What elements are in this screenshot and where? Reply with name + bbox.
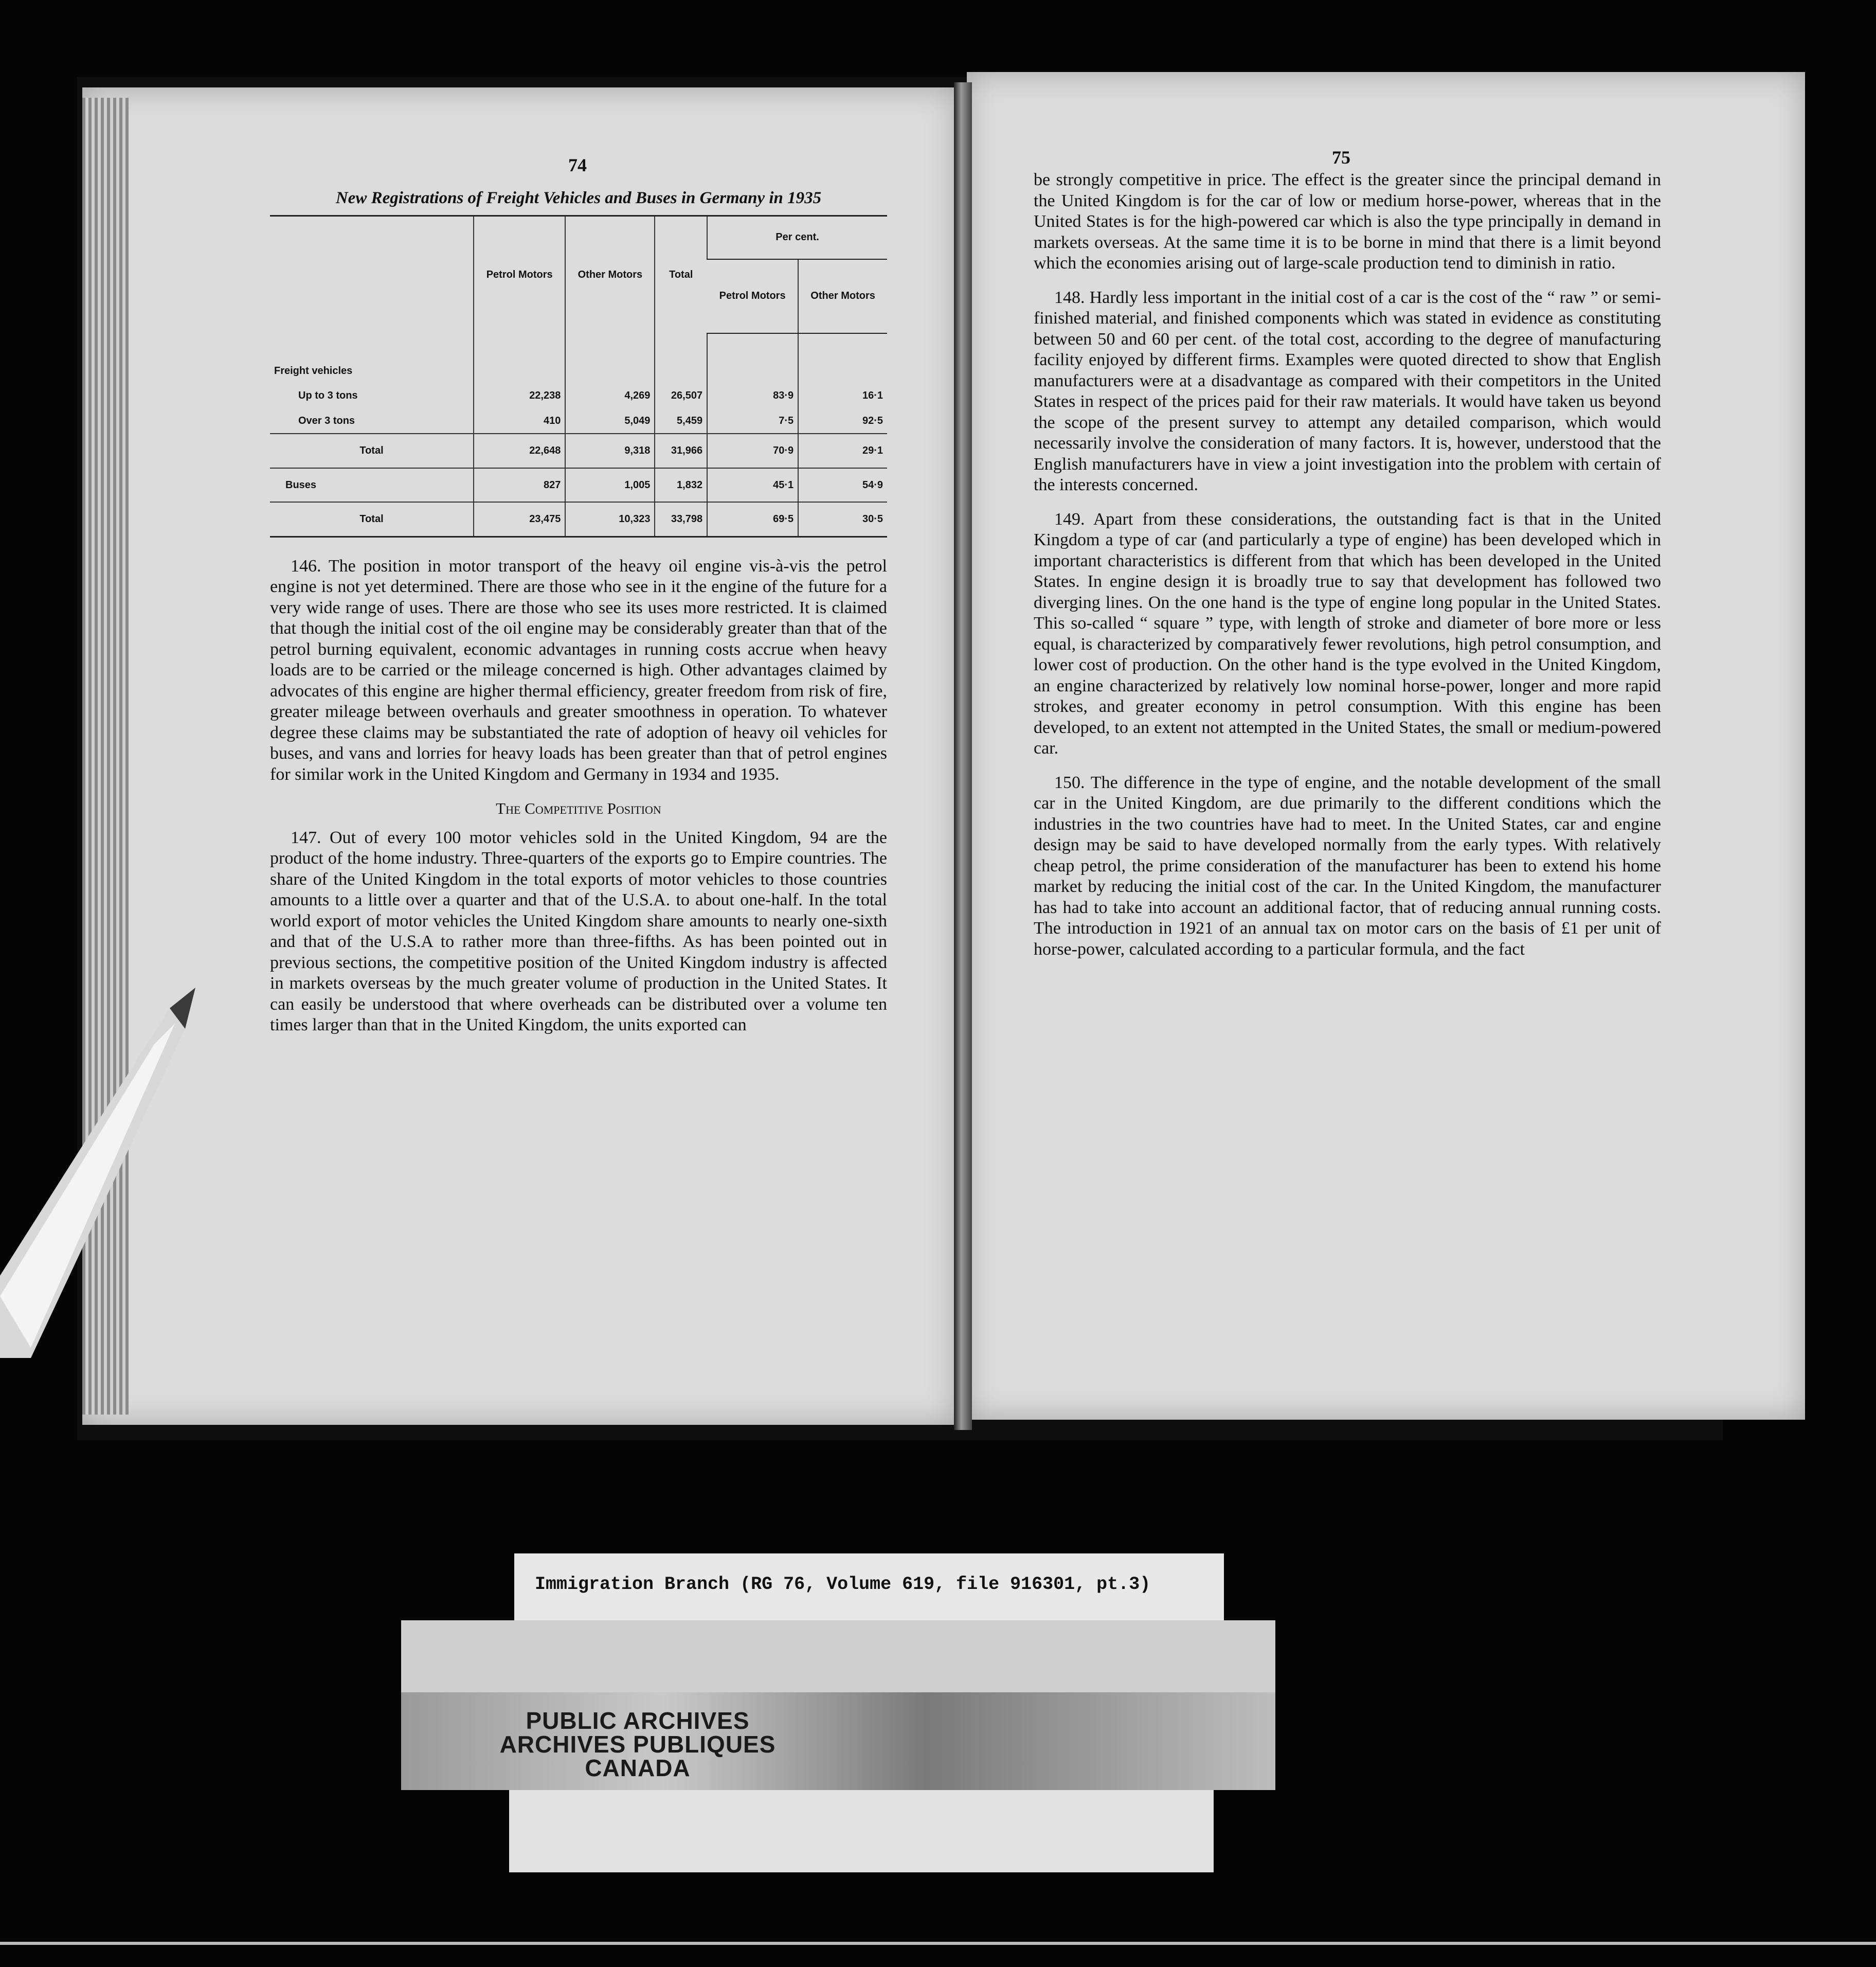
row-label: Buses (270, 468, 474, 503)
header-pc-petrol: Petrol Motors (707, 259, 798, 333)
paragraph-147: 147. Out of every 100 motor vehicles sold in the United Kingdom, 94 are the product of the home industry. Three-quarters of the exports go to Empire countries. The share of the United Kingdom in the total exports of motor vehicles to those countries amounts to a little over a quarter and that of the U.S.A. to about one-half. In the total world export of motor vehicles the United Kingdom share amounts to nearly one-sixth and that of the U.S.A to rather more than three-fifths. As has been pointed out in previous sections, the competitive position of the United Kingdom industry is affected in markets overseas by the much greater volume of production in the United States. It can easily be understood that where overheads can be distributed over a volume ten times larger than that in the United Kingdom, the units exported can (270, 828, 887, 1034)
header-other-motors: Other Motors (565, 216, 655, 333)
stamp-line-2: ARCHIVES PUBLIQUES (499, 1731, 776, 1758)
cell-other: 10,323 (565, 502, 655, 537)
section-heading: The Competitive Position (496, 799, 661, 817)
table-header-blank (270, 216, 474, 333)
registrations-table (270, 215, 887, 538)
cell-pc-petrol: 70·9 (707, 434, 798, 468)
left-page-content (270, 188, 887, 1049)
cell-pc-petrol: 69·5 (707, 502, 798, 537)
cell-pc-petrol: 45·1 (707, 468, 798, 503)
stamp-line-1: PUBLIC ARCHIVES (526, 1707, 750, 1734)
cell-pc-other: 54·9 (798, 468, 887, 503)
stamp-line-3: CANADA (585, 1755, 691, 1781)
row-label: Total (270, 502, 474, 537)
row-label: Total (270, 434, 474, 468)
right-page-number: 75 (1332, 147, 1350, 168)
cell-total: 1,832 (655, 468, 707, 503)
cell-petrol: 827 (474, 468, 565, 503)
film-edge-line (0, 1942, 1876, 1945)
cell-petrol: 410 (474, 408, 565, 434)
pointer-stick-icon (0, 988, 216, 1358)
cell-pc-other: 29·1 (798, 434, 887, 468)
cell-total: 31,966 (655, 434, 707, 468)
header-pc-other: Other Motors (798, 259, 887, 333)
header-per-cent: Per cent. (707, 216, 887, 259)
cell-other: 5,049 (565, 408, 655, 434)
cell-other: 4,269 (565, 383, 655, 408)
cell-total: 33,798 (655, 502, 707, 537)
table-row (270, 502, 887, 537)
cell-petrol: 22,238 (474, 383, 565, 408)
table-row (270, 434, 887, 468)
table-title: New Registrations of Freight Vehicles and Buses in Germany in 1935 (335, 189, 822, 207)
cell-other: 1,005 (565, 468, 655, 503)
table-row (270, 408, 887, 434)
archive-label: Immigration Branch (RG 76, Volume 619, file 916301, pt.3) (535, 1574, 1151, 1595)
cell-pc-other: 30·5 (798, 502, 887, 537)
table-row (270, 468, 887, 503)
paragraph-continued: be strongly competitive in price. The effect is the greater since the principal demand in the United Kingdom is for the car of low or medium horse-power, whereas that in the United States is for the high-powered car which is also the type principally in demand in markets overseas. At the same time it is to be borne in mind that there is a limit beyond which the economies arising out of large-scale production tend to diminish in ratio. (1034, 170, 1661, 273)
table-row (270, 359, 887, 384)
header-petrol-motors: Petrol Motors (474, 216, 565, 333)
cell-petrol: 22,648 (474, 434, 565, 468)
row-label: Over 3 tons (298, 415, 355, 426)
cell-other: 9,318 (565, 434, 655, 468)
cell-petrol: 23,475 (474, 502, 565, 537)
cell-total: 5,459 (655, 408, 707, 434)
header-total: Total (655, 216, 707, 333)
cell-pc-other: 92·5 (798, 408, 887, 434)
stamp-card-bottom (509, 1790, 1214, 1872)
cell-pc-petrol: 83·9 (707, 383, 798, 408)
cell-total: 26,507 (655, 383, 707, 408)
paragraph-150: 150. The difference in the type of engine, and the notable development of the small car in the United Kingdom, are due primarily to the different conditions which the industries in the two countries have had to meet. In the United States, car and engine design may be said to have developed normally from the early types. With relatively cheap petrol, the prime consideration of the manufacturer has been to extend his home market by reducing the initial cost of the car. In the United Kingdom, the manufacturer has had to take into account an additional factor, that of reducing annual running costs. The introduction in 1921 of an annual tax on motor cars on the basis of £1 per unit of horse-power, calculated according to a particular formula, and the fact (1034, 773, 1661, 959)
paragraph-149: 149. Apart from these considerations, the outstanding fact is that in the United Kingdom a type of car (and particularly a type of engine) has been developed which in important characteristics is different from that which has been developed in the United States. In engine design it is broadly true to say that development has followed two diverging lines. On the one hand is the type of engine long popular in the United States. This so-called “ square ” type, with length of stroke and diameter of bore more or less equal, is characterized by comparatively fewer revolutions, high petrol consumption, and lower cost of production. On the other hand is the type evolved in the United Kingdom, an engine characterized by relatively low nominal horse-power, longer and more rapid strokes, and greater economy in petrol consumption. With this engine has been developed, to an extent not attempted in the United States, the small or medium-powered car. (1034, 509, 1661, 758)
right-page-content (1034, 170, 1661, 973)
cell-pc-other: 16·1 (798, 383, 887, 408)
table-row (270, 383, 887, 408)
book-gutter (954, 82, 972, 1430)
stamp-card-top (401, 1620, 1275, 1692)
archive-label-card (514, 1553, 1224, 1620)
group-label: Freight vehicles (274, 365, 353, 377)
row-label: Up to 3 tons (298, 390, 358, 401)
paragraph-148: 148. Hardly less important in the initial cost of a car is the cost of the “ raw ” or semi-finished material, and finished components which was stated in evidence as constituting between 50 and 60 per cent. of the total cost, according to the degree of manufacturing facility enjoyed by different firms. Examples were quoted directed to show that English manufacturers were at a disadvantage as compared with their competitors in the United States in respect of the prices paid for their raw materials. It would have taken us beyond the scope of the present survey to attempt any detailed comparison, which would necessarily involve the consideration of many factors. It is, however, understood that the English manufacturers have in view a joint investigation into the problem with certain of the interests concerned. (1034, 288, 1661, 494)
cell-pc-petrol: 7·5 (707, 408, 798, 434)
left-page-number: 74 (568, 155, 587, 175)
paragraph-146: 146. The position in motor transport of the heavy oil engine vis-à-vis the petrol engine is not yet determined. There are those who see in it the engine of the future for a very wide range of uses. There are those who see its uses more restricted. It is claimed that though the initial cost of the oil engine may be considerably greater than that of the petrol burning equivalent, economic advantages in running costs accrue when heavy loads are to be carried or the mileage concerned is high. Other advantages claimed by advocates of this engine are higher thermal efficiency, greater freedom from risk of fire, greater mileage between overhauls and greater smoothness in operation. To whatever degree these claims may be substantiated the rate of adoption of heavy oil vehicles for buses, and vans and lorries for heavy loads has been greater than that of petrol engines for similar work in the United Kingdom and Germany in 1934 and 1935. (270, 556, 887, 784)
